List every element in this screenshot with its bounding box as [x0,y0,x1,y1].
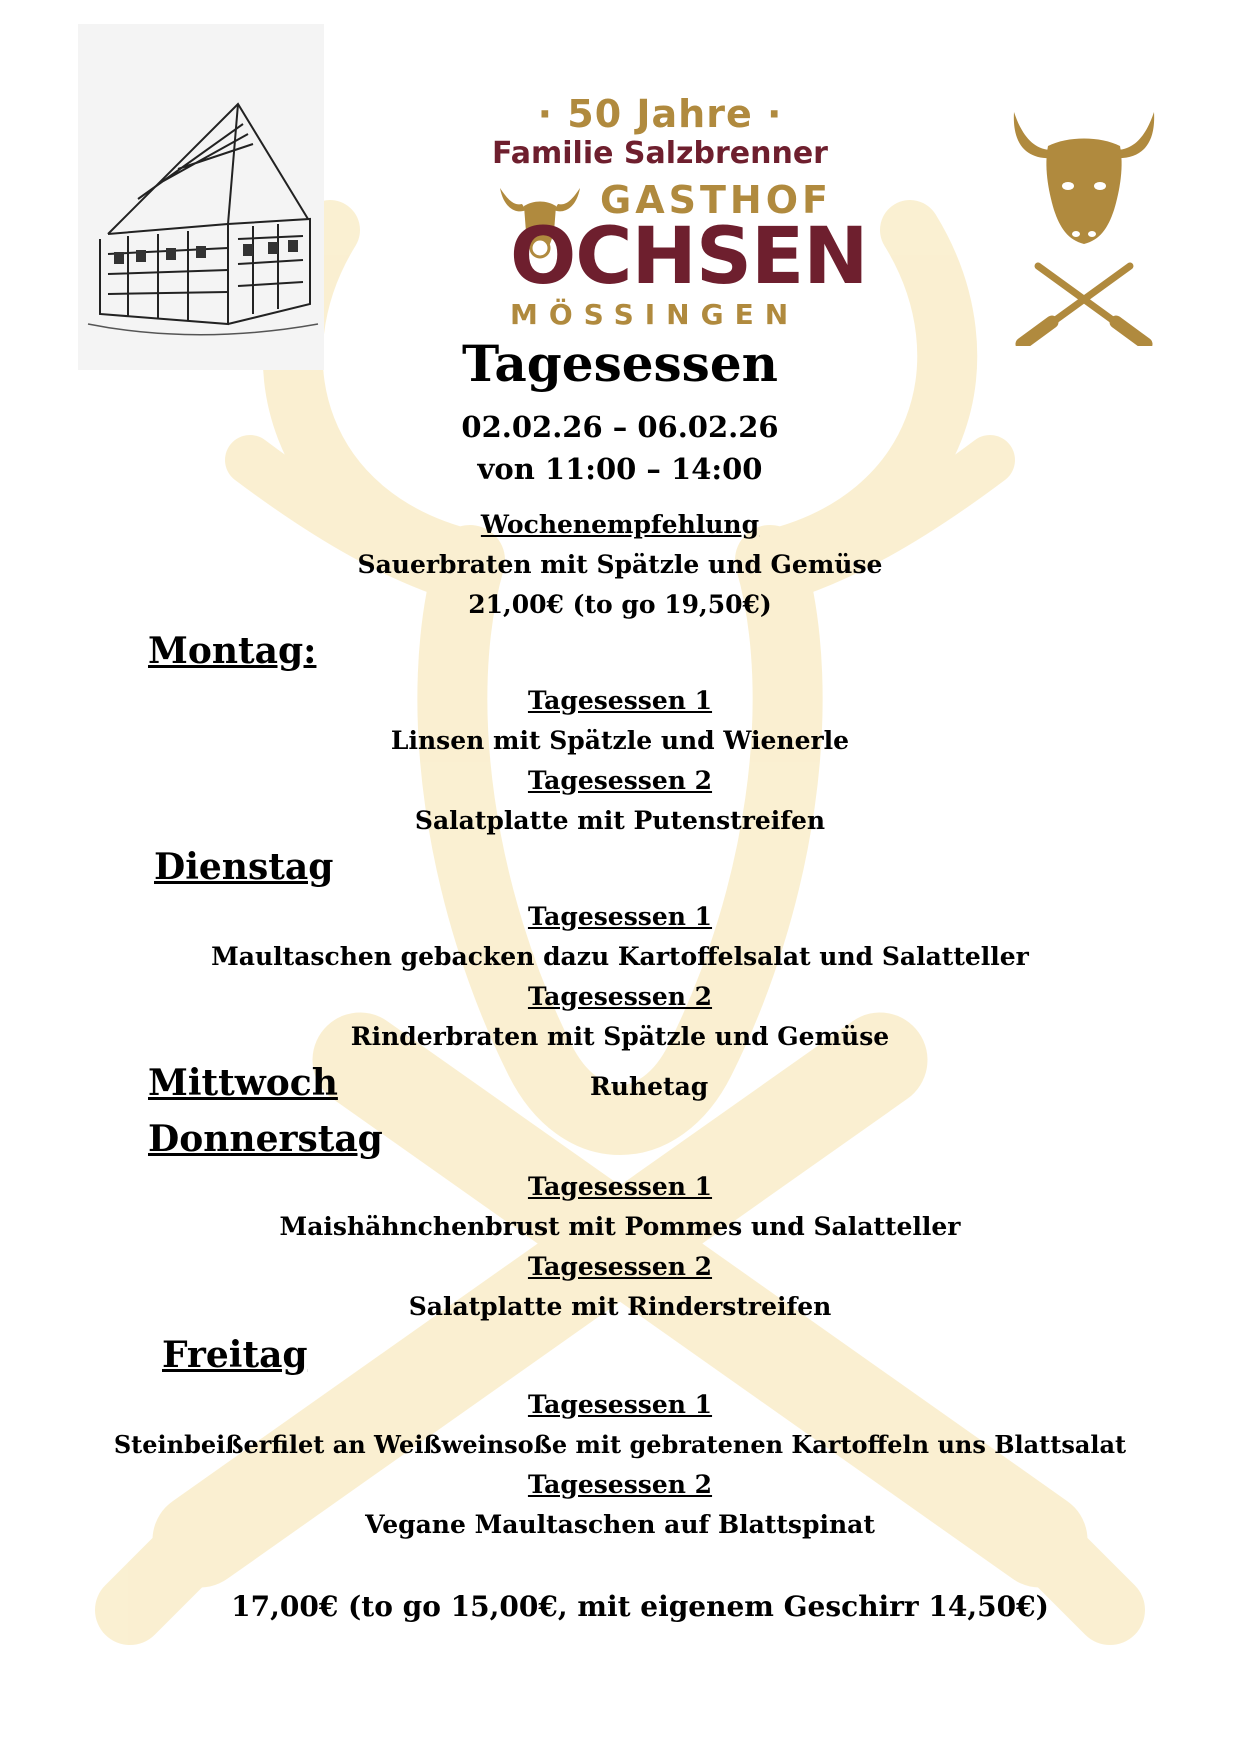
meal-label: Tagesessen 2 [527,766,713,795]
family-name: Familie Salzbrenner [492,136,828,171]
rest-day-note: Ruhetag [590,1072,709,1101]
meal-label: Tagesessen 1 [527,902,713,931]
ox-knives-icon [1008,106,1160,346]
meal-dish: Salatplatte mit Rinderstreifen [408,1292,832,1321]
meal-label: Tagesessen 2 [527,1252,713,1281]
day-heading-wednesday: Mittwoch [148,1062,338,1104]
daily-meal-price: 17,00€ (to go 15,00€, mit eigenem Geschirr 14,50€) [231,1590,1049,1623]
town-name: MÖSSINGEN [510,298,800,331]
meal-label: Tagesessen 1 [527,686,713,715]
meal-dish: Steinbeißerfilet an Weißweinsoße mit gebratenen Kartoffeln uns Blattsalat [113,1430,1127,1459]
weekly-label: Wochenempfehlung [480,510,760,539]
meal-label: Tagesessen 1 [527,1172,713,1201]
date-range: 02.02.26 – 06.02.26 [461,410,779,444]
day-heading-monday: Montag: [148,630,317,672]
page-title: Tagesessen [461,334,778,393]
meal-dish: Vegane Maultaschen auf Blattspinat [365,1510,875,1539]
house-sketch-image [78,24,324,370]
restaurant-name: OCHSEN [510,212,868,302]
meal-dish: Maishähnchenbrust mit Pommes und Salatteller [279,1212,961,1241]
day-heading-friday: Freitag [162,1334,308,1376]
meal-dish: Maultaschen gebacken dazu Kartoffelsalat und Salatteller [211,942,1029,971]
gasthof-text: GASTHOF [600,178,832,222]
meal-dish: Rinderbraten mit Spätzle und Gemüse [350,1022,890,1051]
meal-label: Tagesessen 2 [527,1470,713,1499]
weekly-dish: Sauerbraten mit Spätzle und Gemüse [357,550,883,579]
weekly-price: 21,00€ (to go 19,50€) [468,590,772,619]
meal-dish: Linsen mit Spätzle und Wienerle [390,726,850,755]
meal-label: Tagesessen 1 [527,1390,713,1419]
meal-label: Tagesessen 2 [527,982,713,1011]
day-heading-thursday: Donnerstag [148,1118,383,1160]
meal-dish: Salatplatte mit Putenstreifen [414,806,826,835]
day-heading-tuesday: Dienstag [154,846,334,888]
serving-time: von 11:00 – 14:00 [477,452,763,486]
anniversary-text: · 50 Jahre · [537,92,783,136]
